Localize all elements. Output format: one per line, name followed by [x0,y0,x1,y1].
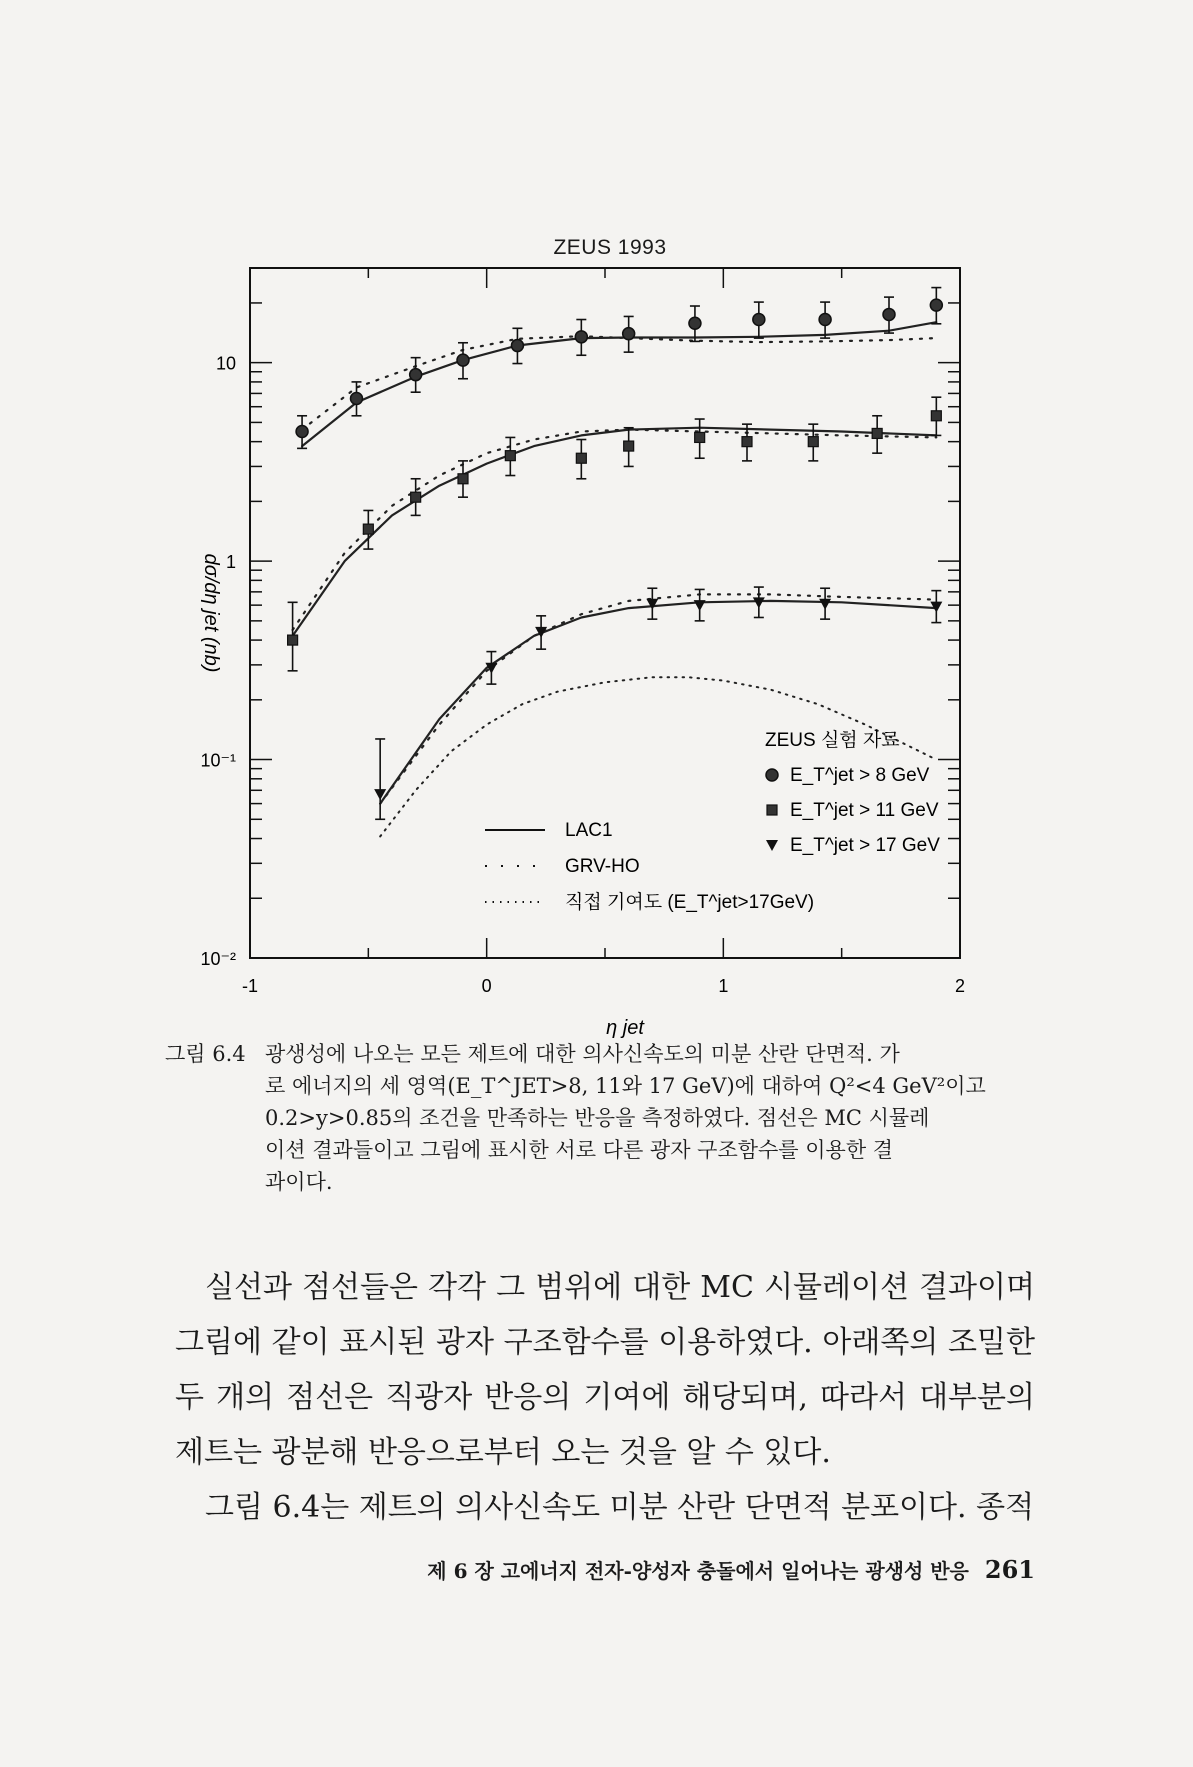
x-tick-label: -1 [241,976,259,996]
marker-square [288,635,298,645]
caption-line-3: 0.2>y>0.85의 조건을 만족하는 반응을 측정하였다. 점선은 MC 시뮬레 [265,1106,930,1130]
legend-curve-label: 직접 기여도 (E_T^jet>17GeV) [565,892,815,913]
caption-line-2: 로 에너지의 세 영역(E_T^JET>8, 11와 17 GeV)에 대하여 Q²<4 GeV²이고 [265,1074,986,1098]
marker-square [872,428,882,438]
legend-entry: E_T^jet > 8 GeV [790,765,930,786]
y-tick-label: 10 [215,353,236,374]
marker-triangle [766,840,778,851]
x-axis-label: η jet [606,1017,644,1039]
curve [293,428,937,636]
x-tick-label: 0 [481,976,492,996]
caption-line-5: 과이다. [265,1170,333,1194]
paragraph-1: 실선과 점선들은 각각 그 범위에 대한 MC 시뮬레이션 결과이며 그림에 같이 표시된 광자 구조함수를 이용하였다. 아래쪽의 조밀한 두 개의 점선은 직광자 반응의 기여에 해당되며, 따라서 대부분의 제트는 광분해 반응으로부터 오는 것을 알 수 있다. [175,1270,1035,1470]
page-number: 261 [984,1555,1035,1584]
marker-triangle [753,597,765,608]
footer-chapter: 제 6 장 고에너지 전자-양성자 충돌에서 일어나는 광생성 반응 [427,1559,969,1583]
marker-circle [511,340,523,352]
y-tick-label: 10⁻¹ [200,750,236,771]
legend-curve-label: LAC1 [565,820,613,841]
legend-curve-label: GRV-HO [565,856,640,877]
marker-circle [623,328,635,340]
marker-square [624,441,634,451]
marker-circle [819,314,831,326]
legend-entry: E_T^jet > 11 GeV [790,800,939,821]
marker-triangle [694,600,706,611]
x-tick-label: 2 [954,976,966,996]
marker-square [411,492,421,502]
marker-circle [930,299,942,311]
curve [302,336,936,429]
marker-circle [753,314,765,326]
data-series [296,288,942,449]
marker-triangle [646,599,658,610]
marker-square [363,524,373,534]
marker-circle [351,392,363,404]
marker-square [576,453,586,463]
marker-triangle [819,599,831,610]
y-tick-label: 10⁻² [200,949,236,969]
y-axis-label: dσ/dη jet (nb) [200,553,222,673]
page-footer [300,1555,1035,1584]
marker-square [931,411,941,421]
y-tick-label: 1 [225,552,236,573]
x-tick-label: 1 [718,976,729,996]
marker-circle [457,354,469,366]
legend-entry: E_T^jet > 17 GeV [790,835,940,856]
marker-circle [689,317,701,329]
data-series [288,397,942,671]
marker-circle [766,769,778,781]
chart-title: ZEUS 1993 [553,236,667,259]
marker-circle [410,369,422,381]
marker-circle [575,331,587,343]
curve [293,430,937,630]
marker-square [505,451,515,461]
marker-circle [296,425,308,437]
caption-line-4: 이션 결과들이고 그림에 표시한 서로 다른 광자 구조함수를 이용한 결 [265,1138,894,1162]
marker-square [695,432,705,442]
paragraph-2: 그림 6.4는 제트의 의사신속도 미분 산란 단면적 분포이다. 종적 [205,1490,1035,1525]
marker-circle [883,308,895,320]
caption-line-1: 그림 6.4 광생성에 나오는 모든 제트에 대한 의사신속도의 미분 산란 단면적. 가 [165,1038,1035,1070]
figure-caption [165,1038,1035,1198]
body-text [175,1260,1035,1535]
marker-square [767,805,777,815]
caption-number: 그림 6.4 [165,1042,246,1066]
marker-square [458,474,468,484]
marker-square [742,437,752,447]
marker-square [808,437,818,447]
legend-title: ZEUS 실험 자료 [765,730,900,751]
